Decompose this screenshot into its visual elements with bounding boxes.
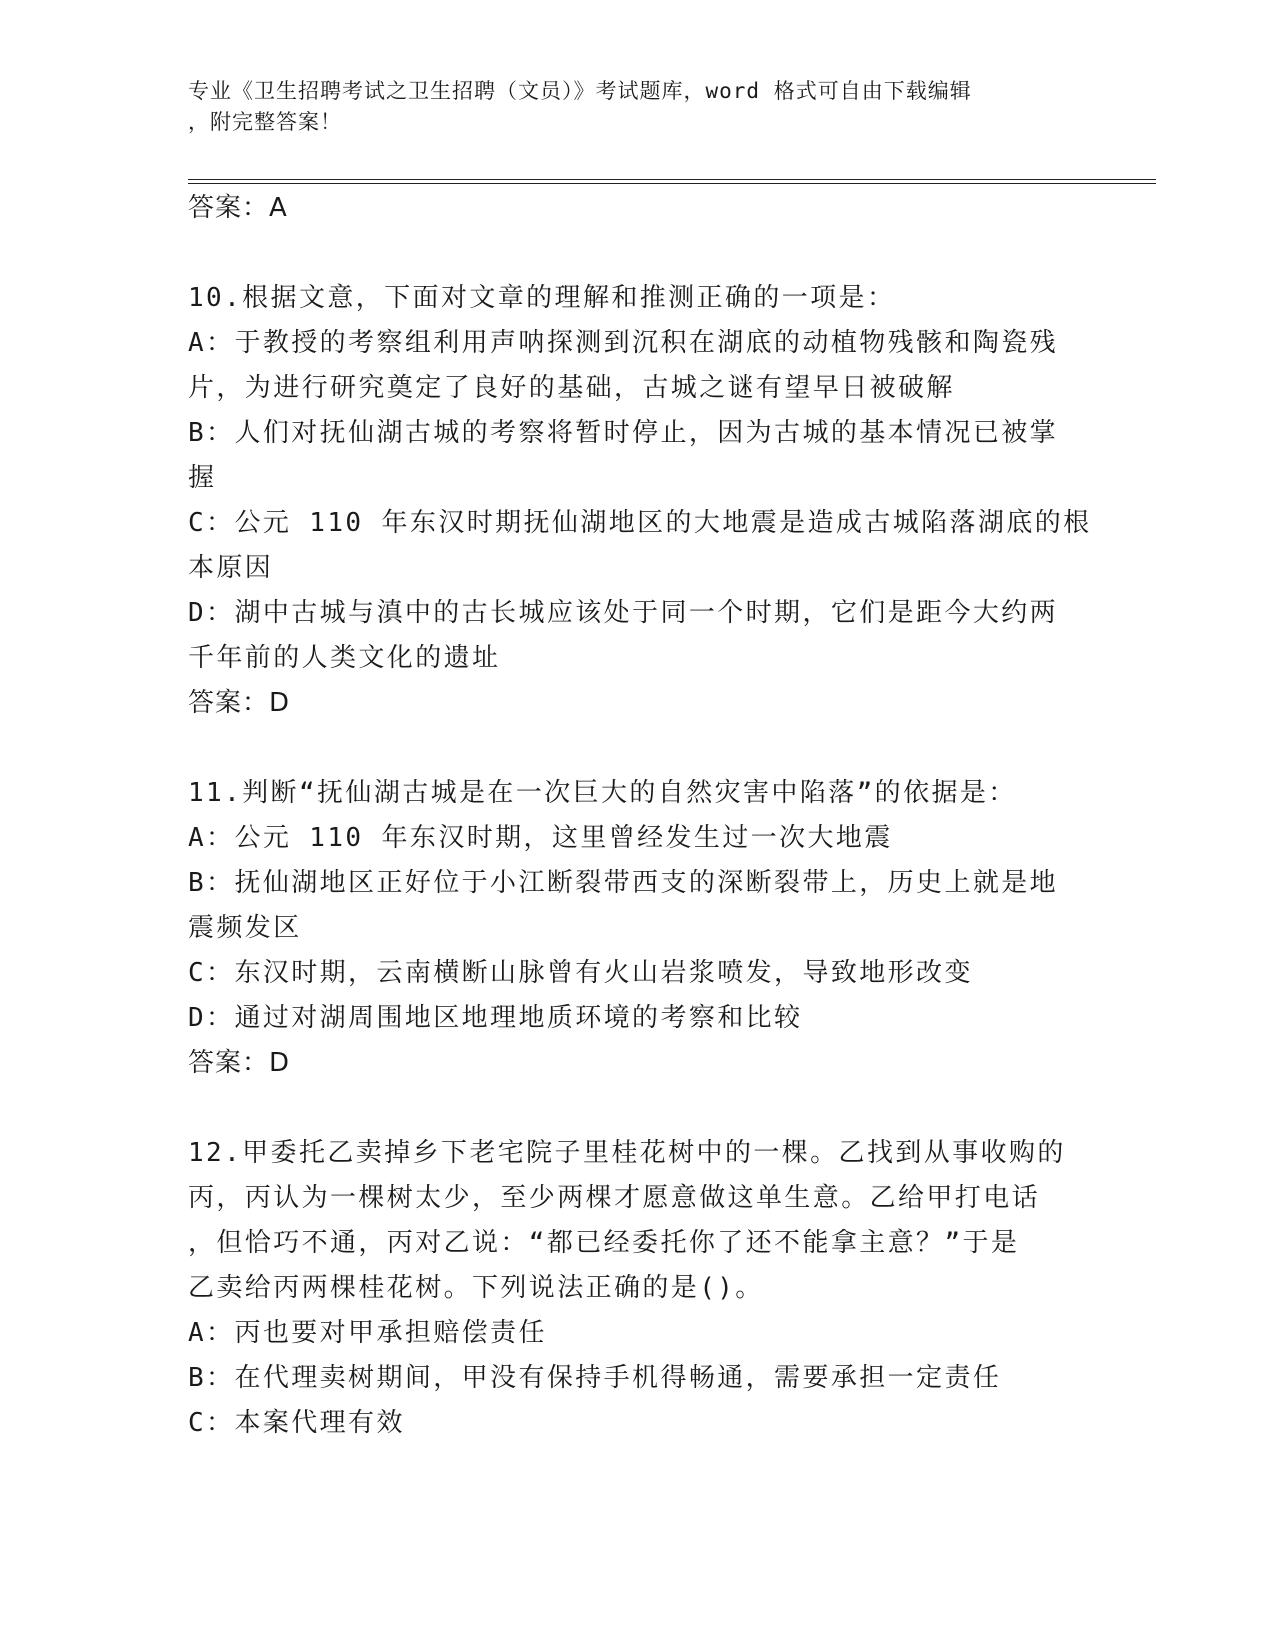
option-a-line-1: A：丙也要对甲承担赔偿责任 — [188, 1318, 547, 1348]
option-b-line-1: B：抚仙湖地区正好位于小江断裂带西支的深断裂带上，历史上就是地 — [188, 868, 1059, 898]
option-c-line-1: C：本案代理有效 — [188, 1408, 405, 1438]
question-answer: 答案：D — [188, 688, 291, 718]
option-a-line-1: A：于教授的考察组利用声呐探测到沉积在湖底的动植物残骸和陶瓷残 — [188, 328, 1059, 358]
option-d-line-1: D：湖中古城与滇中的古长城应该处于同一个时期，它们是距今大约两 — [188, 598, 1059, 628]
spacer — [188, 231, 1068, 276]
option-a-line-1: A：公元 110 年东汉时期，这里曾经发生过一次大地震 — [188, 823, 893, 853]
question-11 — [188, 771, 1068, 1086]
option-b-line-2: 震频发区 — [188, 913, 302, 943]
option-c-line-1: C：东汉时期，云南横断山脉曾有火山岩浆喷发，导致地形改变 — [188, 958, 973, 988]
option-d-line-2: 千年前的人类文化的遗址 — [188, 643, 501, 673]
question-stem-line-1: 12.甲委托乙卖掉乡下老宅院子里桂花树中的一棵。乙找到从事收购的 — [188, 1138, 1066, 1168]
question-stem-line-2: 丙，丙认为一棵树太少，至少两棵才愿意做这单生意。乙给甲打电话 — [188, 1183, 1041, 1213]
question-10 — [188, 276, 1092, 726]
option-a-line-2: 片，为进行研究奠定了良好的基础，古城之谜有望早日被破解 — [188, 373, 955, 403]
spacer — [188, 1086, 1068, 1131]
option-b-line-1: B：人们对抚仙湖古城的考察将暂时停止，因为古城的基本情况已被掌 — [188, 418, 1059, 448]
option-c-line-1: C：公元 110 年东汉时期抚仙湖地区的大地震是造成古城陷落湖底的根 — [188, 508, 1092, 538]
document-body — [188, 186, 1092, 1446]
header-line-1: 专业《卫生招聘考试之卫生招聘（文员）》考试题库，word 格式可自由下载编辑 — [188, 79, 972, 103]
spacer — [188, 726, 1068, 771]
question-stem: 10.根据文意，下面对文章的理解和推测正确的一项是： — [188, 283, 896, 313]
option-d-line-1: D：通过对湖周围地区地理地质环境的考察和比较 — [188, 1003, 803, 1033]
document-header — [188, 76, 1068, 138]
question-answer: 答案：D — [188, 1048, 291, 1078]
header-rule-top — [188, 179, 1156, 180]
option-b-line-2: 握 — [188, 463, 217, 493]
option-b-line-1: B：在代理卖树期间，甲没有保持手机得畅通，需要承担一定责任 — [188, 1363, 1002, 1393]
question-stem: 11.判断“抚仙湖古城是在一次巨大的自然灾害中陷落”的依据是： — [188, 778, 1017, 808]
prev-answer: 答案：A — [188, 193, 288, 223]
question-12 — [188, 1131, 1068, 1446]
question-stem-line-4: 乙卖给丙两棵桂花树。下列说法正确的是()。 — [188, 1273, 764, 1303]
question-stem-line-3: ，但恰巧不通，丙对乙说：“都已经委托你了还不能拿主意？”于是 — [188, 1228, 1020, 1258]
option-c-line-2: 本原因 — [188, 553, 274, 583]
header-line-2: ，附完整答案！ — [188, 110, 342, 134]
header-rule-bottom — [188, 183, 1156, 184]
